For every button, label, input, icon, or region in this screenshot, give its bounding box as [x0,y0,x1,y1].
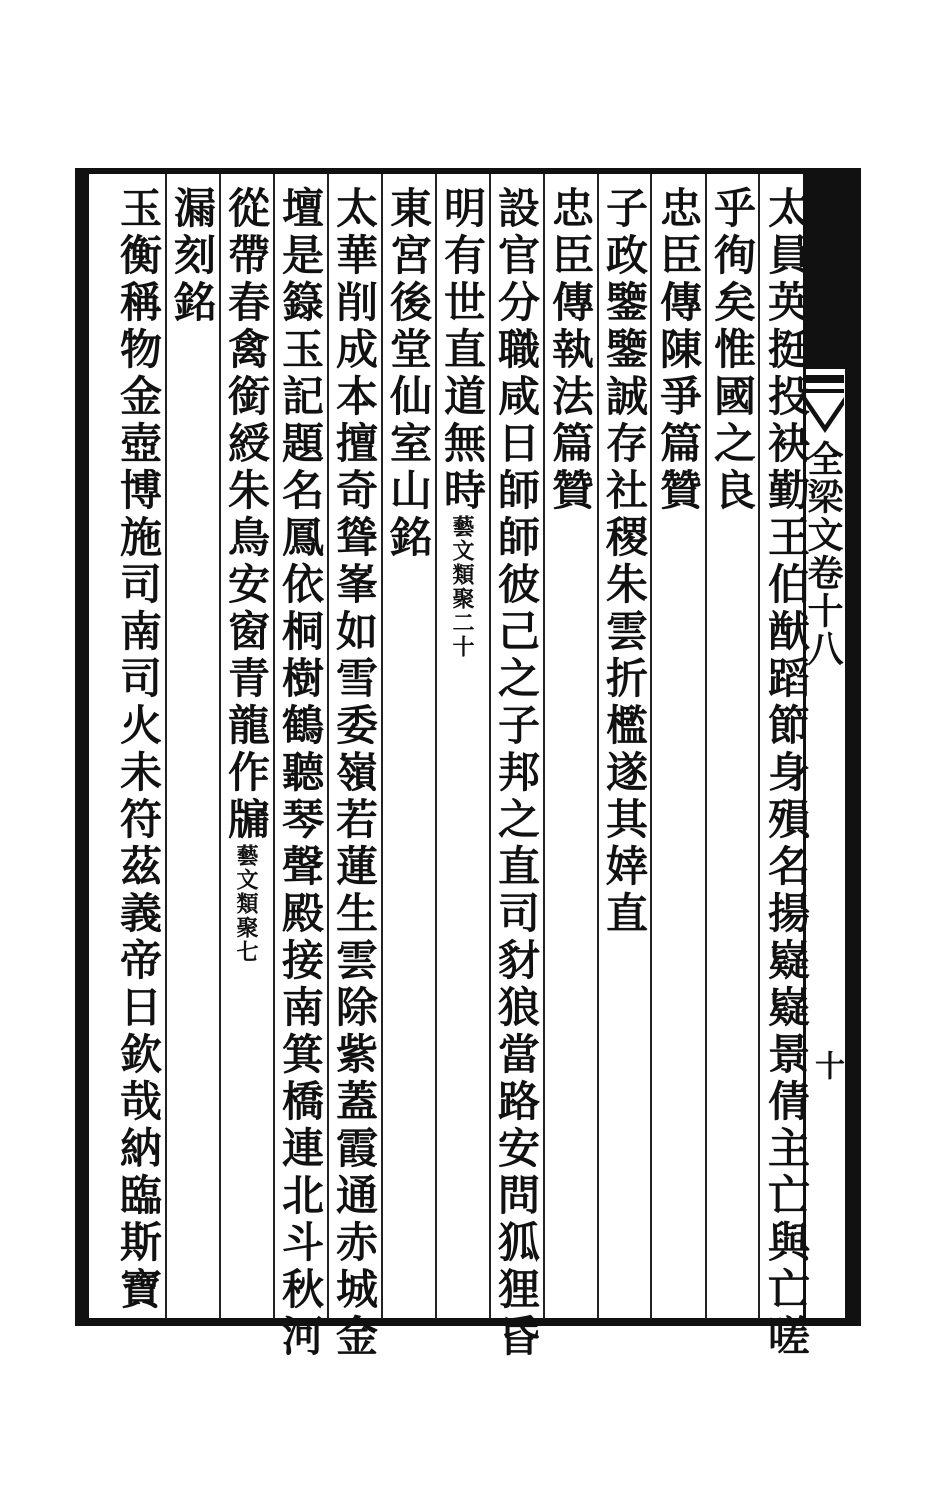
text-column: 忠臣傳陳爭篇贊 [654,186,703,515]
fish-tail-mark-icon [806,375,844,445]
text-column: 東宮後堂仙室山銘 [384,186,433,562]
text-column: 漏刻銘 [168,186,217,327]
source-note: 藝文類聚七 [233,844,259,964]
text-column: 太華削成本擅奇聳峯如雪委嶺若蓮生雲除紫蓋霞通赤城金 [330,186,379,1361]
column-rule [381,174,383,1319]
column-rule [705,174,707,1319]
column-rule [327,174,329,1319]
page-number: 十 [809,1050,844,1080]
text-column: 壇是籙玉記題名鳳依桐樹鶴聽琴聲殿接南箕橋連北斗秋河 [276,186,325,1361]
column-rule [489,174,491,1319]
text-column: 忠臣傳執法篇贊 [546,186,595,515]
text-column: 子政鑒鑒誠存社稷朱雲折檻遂其婞直 [600,186,649,938]
column-rule [165,174,167,1319]
volume-title: 全梁文卷十八 [802,440,844,668]
column-rule [543,174,545,1319]
text-column: 明有世直道無時藝文類聚二十 [438,186,487,659]
column-rule [650,174,652,1319]
text-column: 玉衡稱物金壺博施司南司火未符茲義帝日欽哉納臨斯寶 [114,186,163,1314]
column-rule [273,174,275,1319]
column-rule [435,174,437,1319]
text-column: 設官分職咸日師師彼己之子邦之直司豺狼當路安問狐狸昏 [492,186,541,1361]
source-note: 藝文類聚二十 [449,515,475,659]
column-rule [219,174,221,1319]
column-rule [597,174,599,1319]
text-column: 乎徇矣惟國之良 [708,186,757,515]
text-column: 太員英挺投袂勤王伯猷蹈節身殞名揚嶷嶷景倩主亡與亡嗟 [762,186,811,1361]
text-column: 從帶春禽銜綬朱鳥安窗青龍作牖藝文類聚七 [222,186,271,964]
column-rule [758,174,760,1319]
